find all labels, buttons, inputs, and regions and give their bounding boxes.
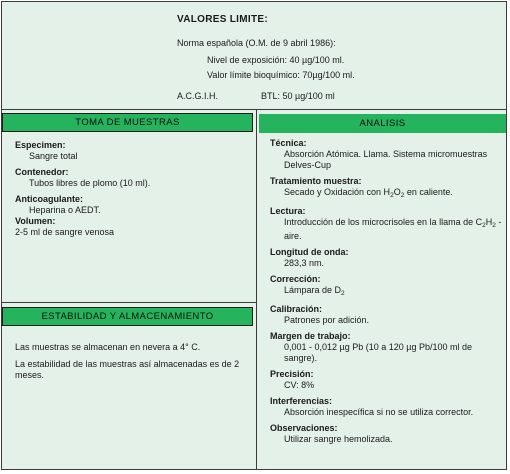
- sampling-header-label: TOMA DE MUESTRAS: [75, 117, 180, 128]
- limit-values-title: VALORES LIMITE:: [177, 14, 268, 25]
- observations-label: Observaciones:: [270, 423, 338, 433]
- btl-value: BTL: 50 µg/100 ml: [261, 91, 335, 101]
- working-range-value: 0,001 - 0,012 µg Pb (10 a 120 µg Pb/100 ml de sangre).: [284, 342, 472, 363]
- technique-label: Técnica:: [270, 138, 307, 148]
- observations-value: Utilizar sangre hemolizada.: [284, 434, 393, 444]
- column-divider: [256, 109, 257, 470]
- acgih-label: A.C.G.I.H.: [177, 91, 219, 101]
- anticoagulant-value: Heparina o AEDT.: [29, 205, 101, 215]
- spanish-norm-line: Norma española (O.M. de 9 abril 1986):: [177, 38, 336, 48]
- sampling-content: [15, 135, 250, 238]
- stability-header: [2, 307, 253, 326]
- stability-header-label: ESTABILIDAD Y ALMACENAMIENTO: [41, 311, 214, 322]
- container-value: Tubos libres de plomo (10 ml).: [29, 178, 151, 188]
- anticoagulant-label: Anticoagulante:: [15, 194, 84, 204]
- wavelength-label: Longitud de onda:: [270, 247, 349, 257]
- container-label: Contenedor:: [15, 167, 69, 177]
- stability-paragraph-1: Las muestras se almacenan en nevera a 4° C.: [15, 342, 201, 352]
- wavelength-value: 283,3 nm.: [284, 258, 325, 268]
- stability-paragraph-2: La estabilidad de las muestras así almacenadas es de 2 meses.: [15, 359, 240, 380]
- analysis-content: [270, 138, 502, 445]
- specimen-label: Especimen:: [15, 140, 66, 150]
- lead-sampling-sheet: [1, 1, 507, 470]
- biological-limit-line: Valor límite bioquímico: 70µg/100 ml.: [207, 70, 355, 80]
- stability-divider: [2, 302, 256, 303]
- calibration-value: Patrones por adición.: [284, 315, 370, 325]
- working-range-label: Margen de trabajo:: [270, 331, 351, 341]
- reading-label: Lectura:: [270, 206, 306, 216]
- exposure-level-line: Nivel de exposición: 40 µg/100 ml.: [207, 55, 345, 65]
- specimen-value: Sangre total: [29, 151, 78, 161]
- stability-content: [15, 342, 250, 387]
- reading-value: Introducción de los microcrisoles en la llama de $C_2H_2$ - aire.: [284, 217, 502, 241]
- precision-label: Precisión:: [270, 369, 314, 379]
- treatment-label: Tratamiento muestra:: [270, 176, 362, 186]
- sampling-header: [2, 113, 253, 132]
- volume-value: 2-5 ml de sangre venosa: [15, 227, 115, 237]
- correction-value: Lámpara de $D_2$: [284, 285, 345, 297]
- section-divider: [2, 109, 506, 110]
- correction-label: Corrección:: [270, 274, 321, 284]
- treatment-value: Secado y Oxidación con $H_2O_2$ en caliente.: [284, 187, 453, 199]
- technique-value: Absorción Atómica. Llama. Sistema micromuestras Delves-Cup: [284, 149, 488, 170]
- analysis-header: [259, 114, 506, 133]
- interference-label: Interferencias:: [270, 396, 333, 406]
- analysis-header-label: ANALISIS: [359, 118, 406, 129]
- limit-values-section: [2, 2, 506, 110]
- precision-value: CV: 8%: [284, 380, 315, 390]
- interference-value: Absorción inespecífica si no se utiliza corrector.: [284, 407, 474, 417]
- calibration-label: Calibración:: [270, 304, 323, 314]
- volume-label: Volumen:: [15, 216, 56, 226]
